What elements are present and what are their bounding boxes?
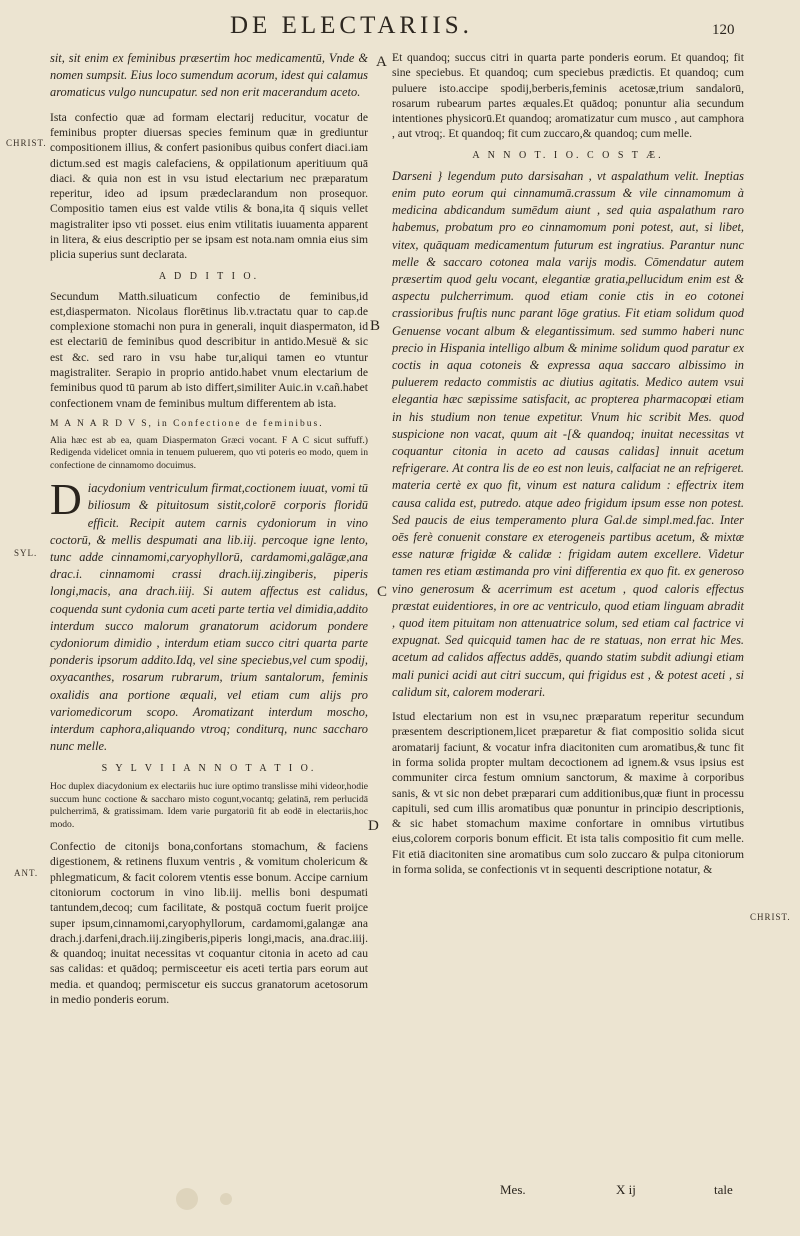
margin-note-syl: SYL. bbox=[14, 548, 38, 558]
margin-note-christ: CHRIST. bbox=[6, 138, 47, 148]
margin-note-christ-right: CHRIST. bbox=[750, 912, 791, 922]
manardus-block bbox=[50, 435, 368, 472]
manardus-heading-rest: in Confectione de feminibus. bbox=[157, 418, 324, 429]
paper-stain bbox=[176, 1188, 198, 1210]
signature-mark: X ij bbox=[616, 1182, 636, 1197]
catch-mes: Mes. bbox=[500, 1182, 526, 1197]
intro-italic-block bbox=[50, 50, 368, 102]
annot-text: Darseni } legendum puto darsisahan , vt aspalathum velit. Ineptias enim puto eorum qui cinnamumā.crassum & vile cinnamomum à medicina abdicandum sumēdum aiunt , sed quia aspalathum raro habemus, probatum pro eo cinnamomum poni potest, aut, si libet, vitex, quāquam medicamentum futurum est ingratius. Parantur nunc melle & saccaro cotonea mala varijs modis. Cōmendatur autem præsertim quod gelu vocant, elegantiæ gratia,pellucidum enim est & aspectu pulcherrimum. quod etiam conie ctis in eo cotonei crassioribus fruſtis nunc parant lōge gratius. Fit etiam solidum quod Genuense vocant album & elegantissimum. sed summo haberi nunc precio in Hispania intelligo album & minime solidum quod paratur ex coctis in aqua cotoneis & expressa aqua saccaro albissimo in puluerem redacto commistis ac diutius agitatis. Medico autem vsui elegantia hæc sæpissime satisfacit, ac propterea pharmacopœi etiam in his studium non tenue expetitur. Vnum hic scribit Mes. quod suspicione non vacat, quum ait -[& quandoq; inuitat necessitas vt coquantur citonia in aceto ad causas calidas] innuit acetum refrigerare. At contra lis de eo est non leuis, calfaciat ne an refrigeret. materia certè ex quo fit, vinum est natura calidum : effectrix item causa calida est, putredo. atque adeo frigidum ipsum esse non potest. Sed paucis de eius temperamento plura Gal.de simpl.med.fac. Inter oēs ferè conuenit constare ex eterogeneis partibus acetum, & mixtæ esse naturæ frigidæ & calidæ : frigidam autem excellere. Videtur tamen res etiam æstimanda pro vini differentia ex quo fit. ex generoso vino generosum & acerrimum est acetum , quod caloris effectus præstat euidentiores, in ore ac ventriculo, quod etiam linguam abradit , quod item pituitam non attenuatrice solum, sed etiam cal factrice vi expugnat. Sed quicquid tamen hac de re statuas, non errat hic Mes. acetum ad calidos affectus addēs, quando statim subdit adiungi etiam mali punici acidi aut citri succum, qui frigidus est , & potest aceti , si calidum sit, calorem moderari. bbox=[392, 168, 744, 699]
sylvii-heading: S Y L V I I A N N O T A T I O. bbox=[101, 763, 317, 775]
section-letter-c: C bbox=[377, 584, 388, 600]
section-letter-b: B bbox=[370, 318, 381, 334]
paper-stain bbox=[220, 1193, 232, 1205]
page-number: 120 bbox=[712, 22, 735, 38]
left-column bbox=[50, 50, 368, 1015]
catchword: tale bbox=[714, 1182, 733, 1197]
annot-heading: A N N O T. I O. C O S T Æ. bbox=[472, 149, 664, 161]
ant-block bbox=[50, 839, 368, 1007]
right-bottom-block bbox=[392, 709, 744, 877]
manardus-heading bbox=[50, 419, 368, 429]
drop-cap-initial: D bbox=[50, 475, 82, 525]
ant-text: Confectio de citonijs bona,confortans stomachum, & faciens digestionem, & retinens fluxum ventris , & vomitum cholericum & phlegmaticum, & facit colorem vtentis esse bonum. Accipe carnium citoniorum coctorum in vino lib.iij. mellis boni despumati tantundem,decoq; cum facilitate, & postquā coctum fuerit proijce super ipsum,cinnamomi,caryophyllorum, cardamomi,galangæ ana drach.j.darfeni,drach.iij.zingiberis,piperis longi,macis, ana.drac.iiij. & quandoq; inuitat necessitas vt coquantur citonia in aceto ad cau sas calidas: et quādoq; permisceetur eis aceti tertia pars eorum aut media. et quandoq; permiscetur eis succus granatorum acetosorum in medio ponderis eorum. bbox=[50, 840, 368, 1007]
additio-text: Secundum Matth.siluaticum confectio de feminibus,id est,diaspermaton. Nicolaus florētinus lib.v.tractatu quar to cap.de complexione stomachi non pura in generali, inquit diaspermaton, id est electariū de feminibus quod describitur in antido.Mesuë & sic est &c. sed raro in vsu habe tur,aliqui tamen eo vtuntur magistraliter. Serapio in proprio antido.habet vnum electarium de feminibus quod tū parum ab isto differt,similiter Auic.in v.cañ.habet confectionem vnam de feminibus multum differentem ab ista. bbox=[50, 289, 368, 410]
syl-text: iacydonium ventriculum firmat,coctionem iuuat, vomi tū biliosum & pituitosum sistit,colorē corporis floridū efficit. Recipit autem carnis cydoniorum in vino coctorū, & mellis despumati ana lib.iij. percoque igne lento, tunc adde cinnamomi,caryophyllorū, cardamomi,galāgæ,ana drac.i. cinnamomi crassi drach.iij.zingiberis, piperis longi,macis, ana drach.iiij. Si autem affectus est calidus, coquenda sunt cydonia cum aceti parte tertia vel dimidia,addito interdum succo malorum granatorum acidorum pondere cydoniorum dimidio , interdum etiam succo citri quarta parte ponderis ipsorum addito.Idq, vel sine speciebus,vel cum spodij, oxyacanthes, rosarum rubrarum, trium santalorum, feminis oxalidis ana portione æquali, vel etiam cum alijs pro variomedicorum scopo. Aromatizant interdum moscho, interdum caphora,aliquando vtroq; conditurq, nunc saccharo nunc melle. bbox=[50, 481, 368, 754]
sylvii-text: Hoc duplex diacydonium ex electariis huc iure optimo translisse mihi videor,hodie succum hunc coctione & saccharo misto cogunt,vocantq; gelatinā, rem perlucidā pulcherrimā, & gratissimam. Idem varie purgatoriū fit ab eodē in electariis,hoc modo. bbox=[50, 781, 368, 830]
christ-text: Ista confectio quæ ad formam electarij reducitur, vocatur de feminibus propter diuersas species feminum quæ in grediuntur compositionem illius, & confert pasionibus quibus confert diaci.iam dictum.sed est magis calefaciens, & oppilationum aperitiuum quā diaci. & quia non est in vsu istud electarium nec præparatum reperitur, ideo ad ipsum prædeclarandum non prosequor. Compositio tamen eius est valde vtilis & bona,ita q̄ siquis vellet magistraliter ipso vti posset. eius enim vtilitatis iuuamenta apparent in litera, & eius descriptio per se ipsam est nota.nam omnia eius sim plicia superius sunt declarata. bbox=[50, 110, 368, 262]
section-letter-d: D bbox=[368, 818, 379, 834]
additio-heading: A D D I T I O. bbox=[158, 270, 260, 282]
margin-note-ant: ANT. bbox=[14, 868, 39, 878]
right-top-text: Et quandoq; succus citri in quarta parte ponderis eorum. Et quandoq; fit sine speciebus. Et quandoq; cum speciebus prædictis. Et quandoq; cum puluere isto.accipe spodij,berberis,feminis acetosæ,trium sandalorū, rosarum rubearum partes æquales.Et quādoq; ponuntur alia secundum intentiones physicorū.Et quandoq; aromatizatur cum musco , aut camphora , aut vtroq;. Et quandoq; fit cum zuccaro,& quandoq; cum melle. bbox=[392, 51, 744, 141]
running-header: DE ELECTARIIS. bbox=[230, 12, 473, 39]
right-column bbox=[392, 50, 744, 885]
additio-block bbox=[50, 289, 368, 411]
right-bottom-text: Istud electarium non est in vsu,nec præparatum reperitur secundum præsentem descriptionem,licet præparetur & fiat compositio solida sicut aromatarij faciunt, & vocatur infra diacitoniten cum aromatibus,& tunc fit in forma solida propter multam decoctionem ad ignem.& vsus ipsius est communiter circa festum omnium sanctorum, & maxime à corporibus sanis, & vt sic non debet præparari cum additionibus,quæ fiunt in processu capituli, sed cum illis aromatibus quæ ponuntur in principio descriptionis, & sic habet stomachum maxime confortare in omnibus virtutibus eius,colorem corporis bonum efficit. Et ista talis compositio fit cum melle. Fit etiā diacitoniten sine aromatibus cum solo zuccaro & pulpa citoniorum in forma solida, se confectionis vt in sequenti descriptione notatur, & bbox=[392, 710, 744, 877]
syl-block bbox=[50, 475, 368, 755]
sylvii-block bbox=[50, 781, 368, 831]
right-top-block bbox=[392, 50, 744, 142]
annot-block bbox=[392, 168, 744, 701]
intro-italic-text: sit, sit enim ex feminibus præsertim hoc medicamentū, Vnde & nomen sumpsit. Eius loco sumendum acorum, idest qui calamus aromaticus vulgo nuncupatur. sed non erit macerandum aceto. bbox=[50, 51, 368, 100]
manardus-text: Alia hæc est ab ea, quam Diaspermaton Græci vocant. F A C sicut suffuff.) Redigenda videlicet omnia in tenuem puluerem, quo vti poteris eo modo, quem in confectione de cinnamomo docuimus. bbox=[50, 434, 368, 471]
manardus-heading-name: M A N A R D V S, bbox=[50, 418, 153, 429]
section-letter-a: A bbox=[376, 54, 387, 70]
christ-block bbox=[50, 110, 368, 263]
